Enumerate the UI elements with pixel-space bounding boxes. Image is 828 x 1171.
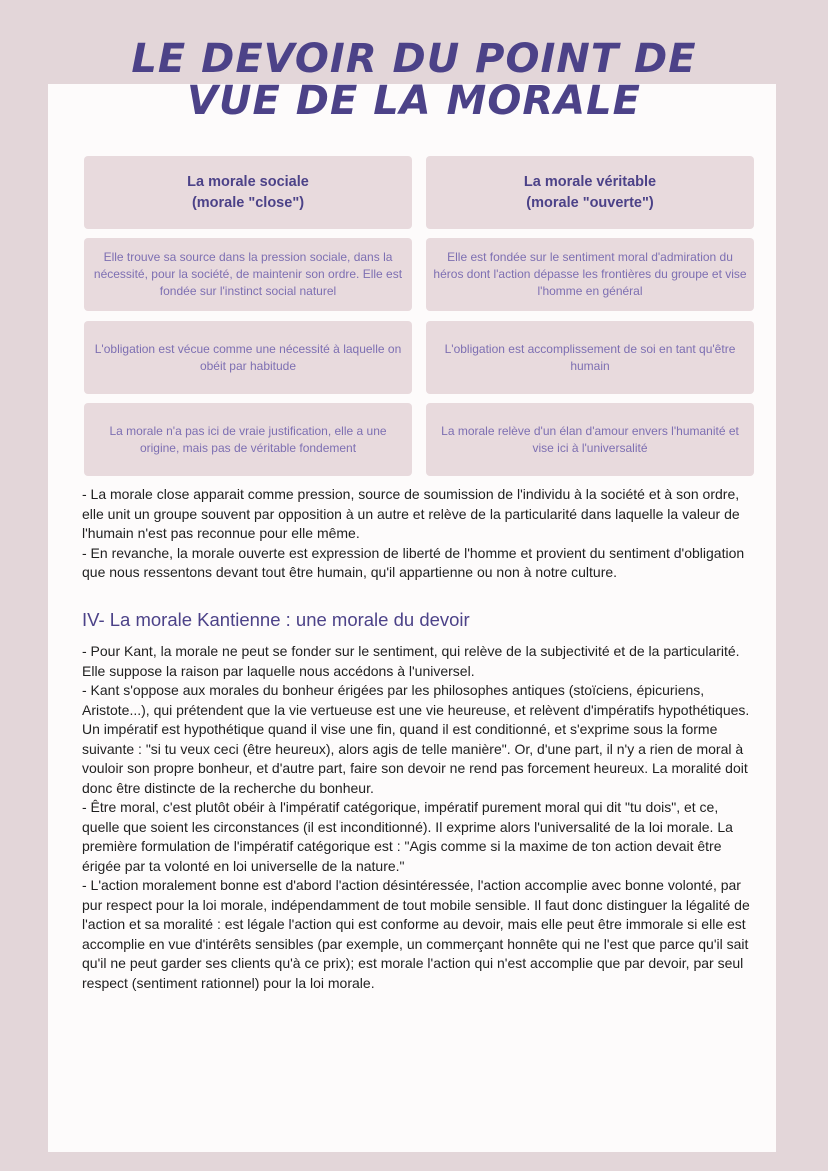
intro-text [82, 485, 752, 583]
kant-paragraph: - L'action moralement bonne est d'abord l'action désintéressée, l'action accomplie avec bonne volonté, par pur respect pour la loi morale, indépendamment de tout mobile sensible. Il faut donc distinguer la légalité de l'action et sa moralité : est légale l'action qui est conforme au devoir, mais elle peut être immorale si elle est accomplie en vue d'intérêts sensibles (par exemple, un commerçant honnête qui ne l'est que parce qu'il sait qu'il ne peut garder ses clients qu'à ce prix); est morale l'action qui n'est accomplie que par devoir, par seul respect (sentiment rationnel) pour la loi morale. [82, 877, 750, 991]
kant-paragraph: - Kant s'oppose aux morales du bonheur érigées par les philosophes antiques (stoïciens, épicuriens, Aristote...), qui prétendent que la vie vertueuse est une vie heureuse, et relèvent d'impératifs hypothétiques. Un impératif est hypothétique quand il vise une fin, quand il est conditionné, et s'exprime sous la forme suivante : "si tu veux ceci (être heureux), alors agis de telle manière". Or, d'une part, il n'y a rien de moral à vouloir son propre bonheur, et d'autre part, faire son devoir ne rend pas forcement heureux. La moralité doit donc être distincte de la recherche du bonheur. [82, 682, 750, 796]
kant-text [82, 642, 752, 993]
header-left-line-2: (morale "close") [191, 194, 305, 211]
header-right-line-2: (morale "ouverte") [526, 194, 654, 211]
intro-paragraph: - En revanche, la morale ouverte est expression de liberté de l'homme et provient du sentiment d'obligation que nous ressentons devant tout être humain, qu'il appartienne ou non à notre culture. [82, 544, 745, 580]
section-heading: IV- La morale Kantienne : une morale du devoir [82, 609, 470, 630]
intro-paragraph: - La morale close apparait comme pression, source de soumission de l'individu à la société et à son ordre, elle unit un groupe souvent par opposition à un autre et relève de la particularité dans laquelle la valeur de l'humain n'est pas reconnue pour elle même. [82, 486, 740, 541]
table-cell-right-1: Elle est fondée sur le sentiment moral d'admiration du héros dont l'action dépasse les frontières du groupe et vise l'homme en général [426, 238, 754, 311]
title-line-2: VUE DE LA MORALE [187, 78, 641, 124]
title-line-1: LE DEVOIR DU POINT DE [131, 36, 697, 82]
header-right-line-1: La morale véritable [523, 173, 657, 190]
table-cell-left-1: Elle trouve sa source dans la pression sociale, dans la nécessité, pour la société, de maintenir son ordre. Elle est fondée sur l'instinct social naturel [84, 238, 412, 311]
kant-paragraph: - Pour Kant, la morale ne peut se fonder sur le sentiment, qui relève de la subjectivité et de la particularité. Elle suppose la raison par laquelle nous accédons à l'universel. [82, 643, 740, 679]
table-header-left [84, 156, 412, 229]
kant-paragraph: - Être moral, c'est plutôt obéir à l'impératif catégorique, impératif purement moral qui dit "tu dois", et ce, quelle que soient les circonstances (il est inconditionné). Il exprime alors l'universalité de la loi morale. La première formulation de l'impératif catégorique est : "Agis comme si la maxime de ton action devait être érigée par ta volonté en loi universelle de la nature." [82, 799, 733, 874]
table-cell-right-2: L'obligation est accomplissement de soi en tant qu'être humain [426, 321, 754, 394]
page-title [0, 38, 828, 122]
table-cell-right-3: La morale relève d'un élan d'amour envers l'humanité et vise ici à l'universalité [426, 403, 754, 476]
table-cell-left-3: La morale n'a pas ici de vraie justification, elle a une origine, mais pas de véritable fondement [84, 403, 412, 476]
table-header-right [426, 156, 754, 229]
header-left-line-1: La morale sociale [187, 173, 309, 190]
table-cell-left-2: L'obligation est vécue comme une nécessité à laquelle on obéit par habitude [84, 321, 412, 394]
